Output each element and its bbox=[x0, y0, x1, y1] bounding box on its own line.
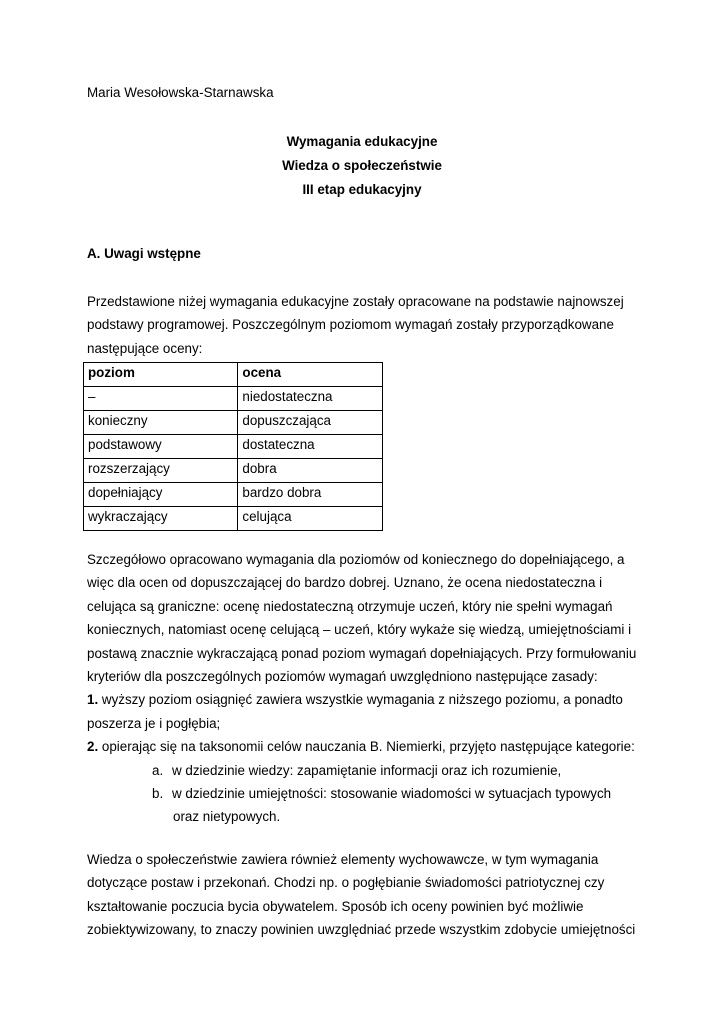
title-line-2: Wiedza o społeczeństwie bbox=[282, 158, 442, 173]
table-cell: konieczny bbox=[84, 411, 238, 435]
closing-paragraph bbox=[87, 848, 635, 942]
section-heading: A. Uwagi wstępne bbox=[87, 246, 201, 261]
column-header-poziom: poziom bbox=[84, 363, 238, 387]
table-row bbox=[84, 387, 383, 411]
sub-item-a bbox=[87, 759, 636, 782]
table-cell: rozszerzający bbox=[84, 459, 238, 483]
detail-paragraph bbox=[87, 548, 636, 829]
column-header-ocena: ocena bbox=[238, 363, 383, 387]
rule-1 bbox=[87, 688, 636, 711]
paragraph-line: Wiedza o społeczeństwie zawiera również elementy wychowawcze, w tym wymagania bbox=[87, 852, 599, 867]
table-cell: niedostateczna bbox=[238, 387, 383, 411]
rule-number: 2. bbox=[87, 739, 99, 755]
title-line-1: Wymagania edukacyjne bbox=[286, 134, 438, 149]
table-row bbox=[84, 459, 383, 483]
table-cell: dopełniający bbox=[84, 483, 238, 507]
paragraph-line: zobiektywizowany, to znaczy powinien uwzględniać przede wszystkim zdobycie umiejętności bbox=[87, 922, 636, 938]
paragraph-line: więc dla ocen od dopuszczającej do bardzo dobrej. Uznano, że ocena niedostateczna i bbox=[87, 575, 603, 591]
table-row bbox=[84, 411, 383, 435]
intro-paragraph bbox=[87, 290, 624, 360]
table-header-row bbox=[84, 363, 383, 387]
table-cell: dobra bbox=[238, 459, 383, 483]
author-name: Maria Wesołowska-Starnawska bbox=[87, 85, 274, 100]
title-line-3: III etap edukacyjny bbox=[302, 182, 422, 197]
sub-item-b bbox=[87, 782, 636, 805]
table-cell: – bbox=[84, 387, 238, 411]
paragraph-line: podstawy programowej. Poszczególnym poziomom wymagań zostały przyporządkowane bbox=[87, 317, 614, 333]
table-row bbox=[84, 435, 383, 459]
paragraph-line: Przedstawione niżej wymagania edukacyjne zostały opracowane na podstawie najnowszej bbox=[87, 294, 624, 309]
paragraph-line: dotyczące postaw i przekonań. Chodzi np. o pogłębianie świadomości patriotycznej czy bbox=[87, 875, 605, 891]
rule-number: 1. bbox=[87, 692, 99, 708]
sub-item-text: w dziedzinie wiedzy: zapamiętanie informacji oraz ich rozumienie, bbox=[172, 762, 562, 778]
table-cell: bardzo dobra bbox=[238, 483, 383, 507]
list-marker: b. bbox=[152, 786, 164, 802]
paragraph-line: postawą znacznie wykraczającą ponad poziom wymagań dopełniających. Przy formułowaniu bbox=[87, 645, 637, 661]
table-cell: dopuszczająca bbox=[238, 411, 383, 435]
document-title bbox=[87, 130, 637, 202]
paragraph-line: kryteriów dla poszczególnych poziomów wymagań uwzględniono następujące zasady: bbox=[87, 669, 598, 685]
paragraph-line: koniecznych, natomiast ocenę celującą – uczeń, który wykaże się wiedzą, umiejętnościami i bbox=[87, 622, 632, 638]
grades-table bbox=[83, 362, 383, 531]
table-cell: celująca bbox=[238, 507, 383, 531]
paragraph-line: Szczegółowo opracowano wymagania dla poziomów od koniecznego do dopełniającego, a bbox=[87, 552, 625, 567]
rule-text: wyższy poziom osiągnięć zawiera wszystkie wymagania z niższego poziomu, a ponadto bbox=[98, 692, 623, 708]
sub-item-text: w dziedzinie umiejętności: stosowanie wiadomości w sytuacjach typowych bbox=[172, 786, 612, 802]
paragraph-line: celująca są graniczne: ocenę niedostateczną otrzymuje uczeń, który nie spełni wymagań bbox=[87, 598, 613, 614]
paragraph-line: następujące oceny: bbox=[87, 340, 203, 356]
rule-text: opierając się na taksonomii celów nauczania B. Niemierki, przyjęto następujące kategorie: bbox=[98, 739, 635, 755]
table-cell: wykraczający bbox=[84, 507, 238, 531]
table-cell: podstawowy bbox=[84, 435, 238, 459]
table-row bbox=[84, 483, 383, 507]
rule-2 bbox=[87, 735, 636, 758]
list-marker: a. bbox=[152, 762, 164, 778]
table-cell: dostateczna bbox=[238, 435, 383, 459]
paragraph-line: kształtowanie poczucia bycia obywatelem. Sposób ich oceny powinien być możliwie bbox=[87, 898, 584, 914]
rule-1-continued: poszerza je i pogłębia; bbox=[87, 715, 221, 731]
table-row bbox=[84, 507, 383, 531]
sub-item-b-continued: oraz nietypowych. bbox=[173, 809, 281, 825]
